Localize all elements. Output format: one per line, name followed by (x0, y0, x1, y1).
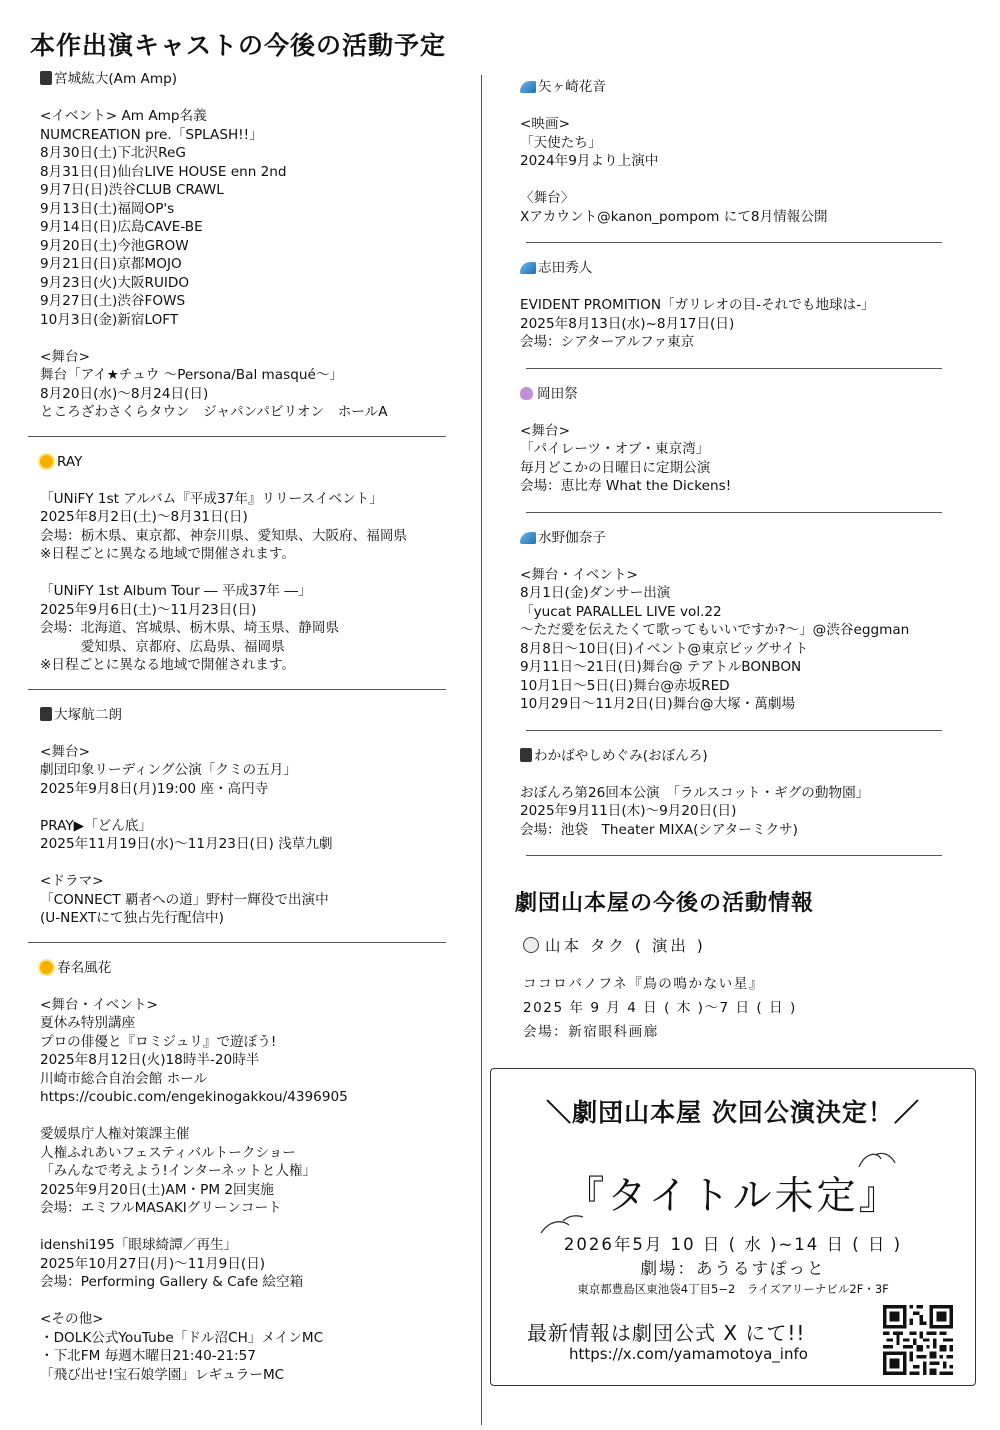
cast-entry (40, 706, 446, 928)
cast-detail-line: 9月23日(火)大阪RUIDO (40, 274, 190, 291)
section-divider (28, 436, 446, 437)
cast-entry (520, 385, 942, 496)
cast-detail-line: 8月30日(土)下北沢ReG (40, 145, 186, 161)
cast-detail-line: 会場：Performing Gallery & Cafe 絵空箱 (40, 1274, 304, 1290)
cast-detail-line: 10月29日〜11月2日(日)舞台@大塚・萬劇場 (520, 696, 796, 712)
cast-detail-line: ・下北FM 毎週木曜日21:40-21:57 (40, 1348, 256, 1364)
cast-detail-line: ・DOLK公式YouTube「ドル沼CH」メインMC (40, 1329, 324, 1346)
cast-detail-line: 2025年8月2日(土)〜8月31日(日) (40, 509, 248, 525)
column-divider (481, 75, 482, 1425)
cast-detail-line (40, 854, 446, 873)
face-icon (523, 937, 539, 953)
cast-detail-line: 2025年9月6日(土)〜11月23日(日) (40, 601, 257, 618)
cast-detail-line: 9月13日(土)福岡OP's (40, 200, 175, 217)
cast-detail-line: ところざわさくらタウン ジャパンパビリオン ホールA (40, 404, 388, 420)
cast-detail-line (520, 171, 942, 190)
cast-detail-line: 2025年11月19日(水)〜11月23日(日) 浅草九劇 (40, 836, 333, 852)
cast-detail-line: 10月1日〜5日(日)舞台@赤坂RED (520, 677, 730, 694)
octopus-icon (520, 387, 533, 400)
announcement-address: 東京都豊島区東池袋4丁目5−2 ライズアリーナビル2F・3F (577, 1282, 889, 1296)
cast-name-text: RAY (57, 453, 83, 470)
page-title: 本作出演キャストの今後の活動予定 (30, 31, 447, 60)
cast-detail-line: idenshi195「眼球綺譚／再生」 (40, 1237, 238, 1253)
cast-detail-line: 「UNiFY 1st Album Tour ― 平成37年 ―」 (40, 583, 312, 599)
cast-detail-line: https://coubic.com/engekinogakkou/4396905 (40, 1089, 348, 1105)
cast-detail-line: 10月3日(金)新宿LOFT (40, 311, 179, 328)
announcement-title: 『タイトル未定』 (565, 1174, 901, 1219)
cast-detail-line (40, 798, 446, 817)
cast-name-text: わかばやしめぐみ(おぼんろ) (534, 747, 708, 764)
cast-detail-line (40, 1107, 446, 1126)
troupe-line: 2025 年 9 月 4 日 ( 木 )〜7 日 ( 日 ) (523, 1000, 797, 1016)
section-divider (526, 855, 942, 856)
cast-detail-line (40, 1292, 446, 1311)
cast-detail-line (40, 1218, 446, 1237)
cast-name (520, 385, 942, 404)
cast-detail-line: 「CONNECT 覇者への道」野村一輝役で出演中 (40, 891, 329, 908)
sun-icon (40, 961, 53, 974)
wave-icon (520, 262, 536, 274)
cast-detail-line: (U-NEXTにて独占先行配信中) (40, 910, 224, 926)
cast-detail-line: PRAY▶「どん底」 (40, 817, 153, 834)
section-divider (526, 368, 942, 369)
cast-entry (520, 747, 942, 840)
cast-name (520, 747, 942, 766)
cast-detail-line (520, 765, 942, 784)
cast-detail-line: 夏休み特別講座 (40, 1015, 136, 1031)
cast-detail-line: 8月31日(日)仙台LIVE HOUSE enn 2nd (40, 163, 287, 180)
cast-detail-line: <舞台> (40, 348, 90, 365)
cast-detail-line (520, 403, 942, 422)
cast-entry (520, 529, 942, 714)
cast-name-text: 水野伽奈子 (538, 529, 606, 546)
cast-detail-line: 「天使たち」 (520, 134, 602, 151)
cast-detail-line: 2025年10月27日(月)〜11月9日(日) (40, 1255, 266, 1272)
section-divider (526, 512, 942, 513)
cast-detail-line: 9月11日〜21日(日)舞台@ テアトルBONBON (520, 659, 802, 675)
cast-detail-line: 8月20日(水)〜8月24日(日) (40, 385, 209, 402)
cast-detail-line: <舞台・イベント> (40, 996, 158, 1013)
cast-name-text: 岡田祭 (537, 385, 578, 402)
cast-name (520, 259, 942, 278)
cast-detail-line: <舞台> (40, 743, 90, 760)
troupe-person-name: 山本 タク ( 演出 ) (545, 937, 706, 955)
cast-name (40, 453, 446, 472)
left-column (40, 70, 446, 1384)
cast-detail-line (40, 977, 446, 996)
announcement-box (490, 1068, 976, 1386)
cast-detail-line: 「飛び出せ!宝石娘学園」レギュラーMC (40, 1366, 285, 1383)
announcement-headline: ＼劇団山本屋 次回公演決定！／ (546, 1098, 920, 1127)
section-divider (28, 689, 446, 690)
cast-entry (40, 453, 446, 675)
cast-detail-line: 愛知県、京都府、広島県、福岡県 (40, 638, 285, 655)
cast-detail-line: おぼんろ第26回本公演 「ラルスコット・ギグの動物園」 (520, 784, 870, 801)
announcement-news: 最新情報は劇団公式 X にて!! (527, 1321, 806, 1345)
cast-detail-line: 劇団印象リーディング公演「クミの五月」 (40, 762, 297, 778)
cast-detail-line: 会場：栃木県、東京都、神奈川県、愛知県、大阪府、福岡県 (40, 527, 408, 544)
cast-detail-line: <ドラマ> (40, 873, 104, 889)
cast-detail-line: 会場：恵比寿 What the Dickens! (520, 478, 732, 494)
cast-detail-line: 川崎市総合自治会館 ホール (40, 1070, 208, 1087)
cast-entry (40, 70, 446, 422)
cast-entry (520, 259, 942, 352)
cast-detail-line: 会場：エミフルMASAKIグリーンコート (40, 1200, 282, 1216)
cast-detail-line: <イベント> Am Amp名義 (40, 108, 207, 124)
cast-detail-line: 人権ふれあいフェスティバルトークショー (40, 1144, 296, 1161)
announcement-date: 2026年5月 10 日 ( 水 )~14 日 ( 日 ) (563, 1235, 903, 1254)
cast-detail-line: 毎月どこかの日曜日に定期公演 (520, 459, 711, 476)
cast-detail-line: <舞台・イベント> (520, 566, 638, 583)
cast-detail-line: 「yucat PARALLEL LIVE vol.22 (520, 603, 722, 620)
cast-detail-line: 9月20日(土)今池GROW (40, 237, 189, 254)
cast-detail-line: 舞台「アイ★チュウ 〜Persona/Bal masqué〜」 (40, 367, 344, 383)
cast-detail-line: プロの俳優と『ロミジュリ』で遊ぼう! (40, 1033, 277, 1050)
wave-icon (520, 81, 536, 93)
phone-icon (40, 707, 52, 721)
cast-detail-line: 2025年8月12日(火)18時半-20時半 (40, 1052, 260, 1068)
cast-name (520, 78, 942, 97)
cast-detail-line: 愛媛県庁人権対策課主催 (40, 1126, 190, 1142)
cast-detail-line: <舞台> (520, 422, 570, 439)
announcement-venue: 劇場：あうるすぽっと (640, 1259, 826, 1278)
cast-detail-line: ※日程ごとに異なる地域で開催されます。 (40, 657, 295, 673)
wave-icon (520, 532, 536, 544)
cast-detail-line: 「みんなで考えよう!インターネットと人権」 (40, 1163, 317, 1179)
troupe-line: 会場：新宿眼科画廊 (523, 1024, 659, 1040)
announcement-url[interactable]: https://x.com/yamamotoya_info (569, 1345, 808, 1363)
cast-detail-line: 8月8日〜10日(日)イベント@東京ビッグサイト (520, 640, 809, 657)
cast-detail-line: 2025年9月20日(土)AM・PM 2回実施 (40, 1181, 274, 1198)
troupe-person (523, 934, 943, 958)
cast-detail-line: 2025年9月8日(月)19:00 座・高円寺 (40, 780, 269, 797)
troupe-line: ココロバノフネ『鳥の鳴かない星』 (523, 976, 764, 992)
cast-detail-line: 「UNiFY 1st アルバム『平成37年』リリースイベント」 (40, 490, 383, 507)
cast-name (40, 706, 446, 725)
cast-name (40, 70, 446, 89)
cast-detail-line: 2025年9月11日(木)〜9月20日(日) (520, 803, 737, 819)
cast-detail-line: ※日程ごとに異なる地域で開催されます。 (40, 546, 295, 562)
qr-code-icon[interactable] (883, 1305, 953, 1375)
cast-detail-line: 2024年9月より上演中 (520, 153, 659, 169)
cast-detail-line: 〈舞台〉 (520, 190, 575, 206)
cast-detail-line: NUMCREATION pre.「SPLASH!!」 (40, 126, 263, 143)
cast-entry (520, 78, 942, 226)
sun-icon (40, 455, 53, 468)
cast-entry (40, 959, 446, 1385)
cast-detail-line (520, 547, 942, 566)
cast-detail-line (40, 329, 446, 348)
cast-detail-line (520, 97, 942, 116)
cast-name-text: 春名風花 (57, 959, 112, 976)
cast-detail-line: 9月21日(日)京都MOJO (40, 256, 182, 272)
cast-detail-line: EVIDENT PROMITION「ガリレオの目-それでも地球は-」 (520, 297, 875, 313)
cast-detail-line: 〜ただ愛を伝えたくて歌ってもいいですか?〜」@渋谷eggman (520, 622, 910, 638)
cast-detail-line: <映画> (520, 116, 570, 132)
cast-detail-line: 会場：シアターアルファ東京 (520, 334, 695, 350)
phone-icon (520, 748, 532, 762)
section-divider (28, 942, 446, 943)
cast-name-text: 矢ヶ崎花音 (538, 79, 606, 95)
phone-icon (40, 71, 52, 85)
troupe-section-title: 劇団山本屋の今後の活動情報 (515, 891, 815, 916)
cast-detail-line: 会場：池袋 Theater MIXA(シアターミクサ) (520, 821, 798, 838)
cast-name-text: 志田秀人 (538, 260, 593, 276)
cast-detail-line (40, 471, 446, 490)
cast-name-text: 大塚航二朗 (54, 706, 122, 723)
section-divider (526, 242, 942, 243)
cast-detail-line: 8月1日(金)ダンサー出演 (520, 585, 671, 601)
cast-detail-line: 9月7日(日)渋谷CLUB CRAWL (40, 182, 224, 198)
cast-detail-line (40, 89, 446, 108)
troupe-section-body (523, 934, 943, 1044)
cast-detail-line: 9月27日(土)渋谷FOWS (40, 293, 186, 309)
cast-detail-line: 2025年8月13日(水)~8月17日(日) (520, 315, 735, 332)
right-column (520, 78, 942, 872)
cast-name (520, 529, 942, 548)
cast-detail-line: Xアカウント@kanon_pompom にて8月情報公開 (520, 208, 828, 225)
cast-detail-line (40, 724, 446, 743)
cast-name (40, 959, 446, 978)
cast-detail-line: <その他> (40, 1311, 104, 1327)
section-divider (526, 730, 942, 731)
cast-detail-line: 会場：北海道、宮城県、栃木県、埼玉県、静岡県 (40, 620, 340, 636)
cast-detail-line: 「パイレーツ・オブ・東京湾」 (520, 441, 710, 457)
cast-detail-line (520, 278, 942, 297)
cast-detail-line: 9月14日(日)広島CAVE-BE (40, 219, 203, 235)
cast-detail-line (40, 564, 446, 583)
cast-name-text: 宮城紘大(Am Amp) (54, 71, 178, 87)
